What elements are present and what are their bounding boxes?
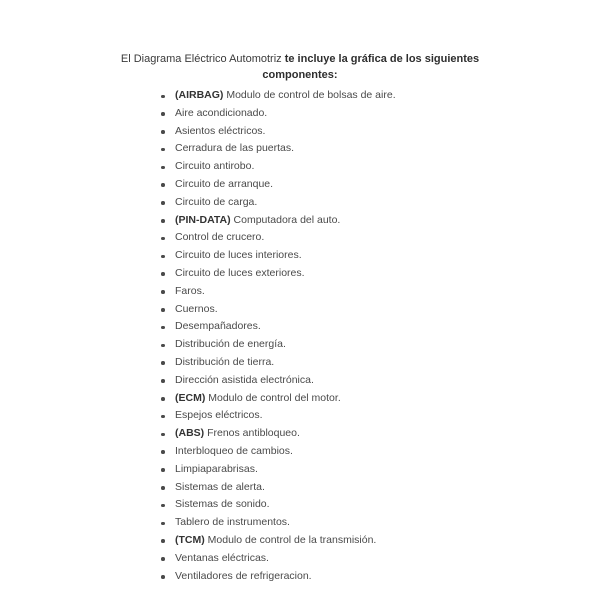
intro-paragraph — [100, 51, 500, 83]
list-item-label: Modulo de control de la transmisión. — [204, 533, 377, 546]
list-item-text — [175, 212, 340, 230]
list-item-abbreviation: (ABS) — [175, 427, 205, 440]
list-item-text — [175, 140, 294, 158]
list-item-text — [175, 354, 274, 372]
list-item-label: Asientos eléctricos. — [175, 124, 266, 137]
list-item-label: Modulo de control de bolsas de aire. — [223, 89, 396, 101]
list-item-abbreviation: (PIN-DATA) — [175, 213, 231, 226]
bullet-icon — [161, 201, 165, 205]
list-item-label: Ventanas eléctricas. — [175, 551, 269, 564]
list-item-text — [175, 123, 265, 141]
list-item-text — [175, 479, 265, 497]
list-item-text — [175, 532, 376, 550]
list-item-text — [175, 229, 264, 247]
list-item-label: Circuito de arranque. — [175, 177, 274, 190]
bullet-icon — [161, 326, 165, 330]
list-item-text — [175, 265, 305, 283]
bullet-icon — [161, 557, 165, 561]
list-item-text — [175, 158, 254, 176]
list-item-text — [175, 390, 341, 408]
bullet-icon — [161, 379, 165, 383]
list-item-text — [175, 301, 218, 319]
list-item-label: Distribución de tierra. — [175, 355, 275, 368]
bullet-icon — [161, 575, 165, 579]
list-item-label: Modulo de control del motor. — [205, 391, 341, 404]
bullet-icon — [161, 272, 165, 276]
list-item-label: Distribución de energía. — [175, 338, 286, 351]
list-item-text — [175, 336, 286, 354]
list-item-label: Cuernos. — [175, 302, 218, 315]
list-item-label: Circuito de carga. — [175, 195, 258, 208]
bullet-icon — [161, 344, 165, 348]
bullet-icon — [161, 468, 165, 472]
list-item-text — [175, 105, 267, 123]
bullet-icon — [161, 290, 165, 294]
bullet-icon — [161, 237, 165, 241]
bullet-icon — [161, 450, 165, 454]
list-item-text — [175, 550, 269, 568]
bullet-icon — [161, 433, 165, 437]
list-item-label: Cerradura de las puertas. — [175, 142, 295, 155]
list-item-label: Aire acondicionado. — [175, 106, 268, 119]
bullet-icon — [161, 112, 165, 116]
bullet-icon — [161, 504, 165, 508]
list-item-text — [175, 176, 273, 194]
bullet-icon — [161, 148, 165, 152]
list-item-text — [175, 568, 312, 586]
list-item-text — [175, 372, 314, 390]
bullet-icon — [161, 415, 165, 419]
list-item-text — [175, 425, 300, 443]
bullet-icon — [161, 95, 165, 99]
intro-bold-text: te incluye la gráfica de los siguientes componentes: — [262, 53, 480, 81]
list-item-label: Circuito antirobo. — [175, 160, 255, 173]
list-item-label: Tablero de instrumentos. — [175, 516, 290, 529]
bullet-icon — [161, 486, 165, 490]
bullet-icon — [161, 183, 165, 187]
list-item-abbreviation: (TCM) — [175, 533, 205, 546]
bullet-icon — [161, 130, 165, 134]
bullet-icon — [161, 522, 165, 526]
list-item-text — [175, 461, 258, 479]
list-item-text — [175, 194, 257, 212]
list-item-text — [175, 247, 302, 265]
list-item-label: Circuito de luces interiores. — [175, 249, 302, 262]
list-item-label: Circuito de luces exteriores. — [175, 266, 305, 279]
bullet-icon — [161, 361, 165, 365]
bullet-icon — [161, 308, 165, 312]
list-item-text — [175, 443, 293, 461]
bullet-icon — [161, 539, 165, 543]
list-item-text — [175, 407, 263, 425]
list-item-label: Faros. — [175, 284, 205, 297]
bullet-icon — [161, 397, 165, 401]
list-item-label: Espejos eléctricos. — [175, 409, 263, 422]
list-item-abbreviation: (ECM) — [175, 391, 206, 404]
list-item-label: Sistemas de alerta. — [175, 480, 265, 493]
list-item-label: Interbloqueo de cambios. — [175, 444, 293, 457]
list-item-label: Frenos antibloqueo. — [204, 427, 300, 440]
list-item-label: Dirección asistida electrónica. — [175, 373, 314, 386]
bullet-icon — [161, 219, 165, 223]
intro-normal-text: El Diagrama Eléctrico Automotriz — [120, 53, 285, 65]
list-item-abbreviation: (AIRBAG) — [175, 89, 224, 101]
list-item-text — [175, 318, 261, 336]
list-item-label: Control de crucero. — [175, 231, 265, 244]
bullet-icon — [161, 166, 165, 170]
list-item-label: Desempañadores. — [175, 320, 261, 333]
list-item-text — [175, 514, 290, 532]
list-item-label: Computadora del auto. — [230, 213, 341, 226]
list-item-label: Sistemas de sonido. — [175, 498, 270, 511]
list-item-label: Ventiladores de refrigeracion. — [175, 569, 312, 582]
list-item-text — [175, 496, 270, 514]
list-item-text — [175, 283, 205, 301]
bullet-icon — [161, 255, 165, 259]
list-item-text — [175, 87, 396, 105]
list-item-label: Limpiaparabrisas. — [175, 462, 258, 475]
